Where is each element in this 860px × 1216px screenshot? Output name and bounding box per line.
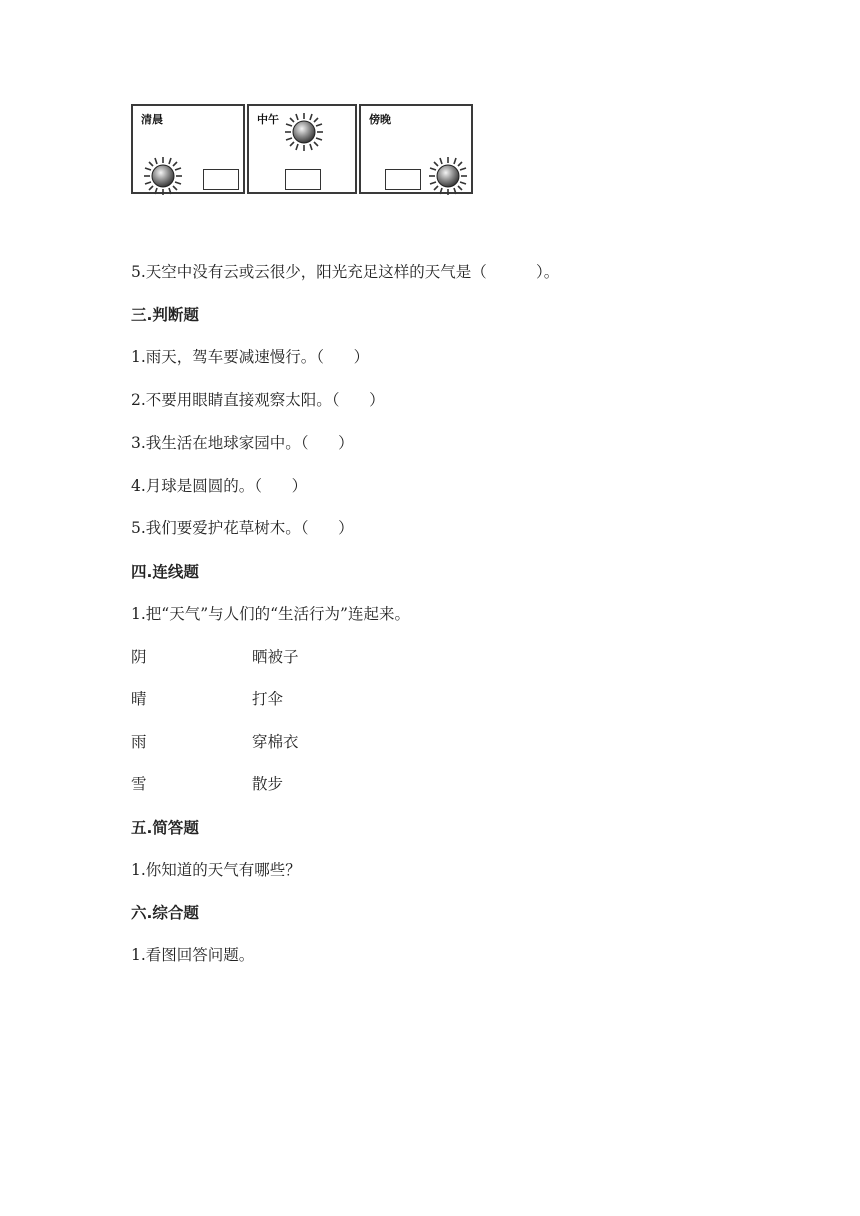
judgement-item-2: 2.不要用眼睛直接观察太阳。（ ） [131, 391, 385, 409]
short-answer-question-1: 1.你知道的天气有哪些？ [131, 861, 301, 879]
matching-left-item[interactable]: 阴 [131, 648, 147, 666]
matching-left-item[interactable]: 雪 [131, 775, 147, 793]
matching-left-item[interactable]: 雨 [131, 733, 147, 751]
judgement-item-4: 4.月球是圆圆的。（ ） [131, 477, 308, 495]
comprehensive-question-1: 1.看图回答问题。 [131, 946, 255, 964]
matching-left-item[interactable]: 晴 [131, 690, 147, 708]
matching-right-item[interactable]: 穿棉衣 [252, 733, 299, 751]
panel-noon [247, 104, 357, 194]
judgement-item-1: 1.雨天，驾车要减速慢行。（ ） [131, 348, 370, 366]
matching-right-item[interactable]: 晒被子 [252, 648, 299, 666]
sun-position-figure [131, 104, 473, 198]
answer-box-morning[interactable] [203, 169, 239, 190]
section-heading-judgement: 三.判断题 [131, 306, 199, 324]
matching-question: 1.把“天气”与人们的“生活行为”连起来。 [131, 605, 410, 623]
answer-box-evening[interactable] [385, 169, 421, 190]
sun-icon [428, 156, 468, 196]
section-heading-short-answer: 五.简答题 [131, 819, 199, 837]
panel-label-noon: 中午 [257, 113, 279, 126]
matching-right-item[interactable]: 打伞 [252, 690, 284, 708]
matching-right-item[interactable]: 散步 [252, 775, 284, 793]
judgement-item-3: 3.我生活在地球家园中。（ ） [131, 434, 354, 452]
answer-box-noon[interactable] [285, 169, 321, 190]
panel-morning [131, 104, 245, 194]
sun-icon [284, 112, 324, 152]
sun-icon [143, 156, 183, 196]
panel-evening [359, 104, 473, 194]
judgement-item-5: 5.我们要爱护花草树木。（ ） [131, 519, 354, 537]
section-heading-matching: 四.连线题 [131, 563, 199, 581]
fill-in-question-5: 5.天空中没有云或云很少，阳光充足这样的天气是（ ）。 [131, 263, 560, 281]
section-heading-comprehensive: 六.综合题 [131, 904, 199, 922]
panel-label-evening: 傍晚 [369, 113, 391, 126]
panel-label-morning: 清晨 [141, 113, 163, 126]
